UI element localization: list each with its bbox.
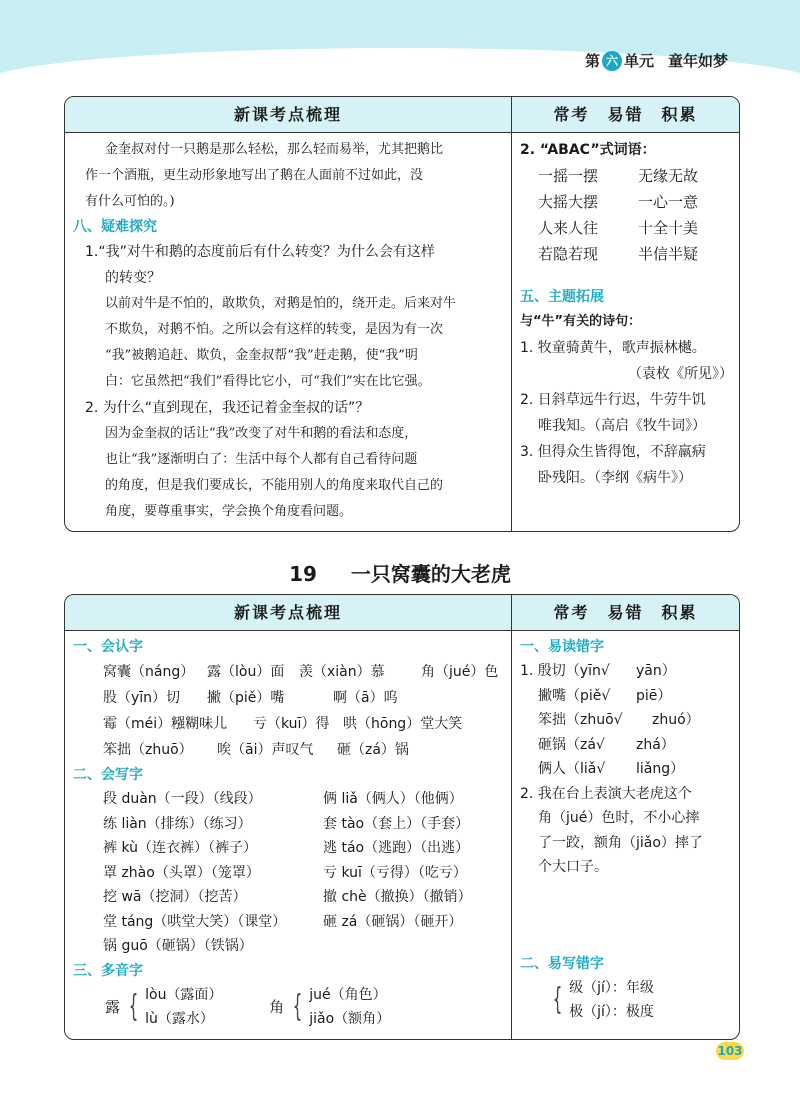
write-row: 锅 guō（砸锅）（铁锅） — [103, 938, 253, 954]
abac-heading: 2. “ABAC”式词语： — [520, 142, 656, 158]
section-heading-8: 八、疑难探究 — [73, 219, 157, 235]
answer-2-line: 角度，要尊重事实，学会换个角度看问题。 — [105, 504, 353, 519]
polyphone-reading: lòu（露面） — [145, 986, 223, 1003]
poem-line: 3. 但得众生皆得饱，不辞羸病 — [520, 444, 706, 460]
unit-number-badge: 六 — [602, 51, 622, 71]
write-row: 段 duàn（一段）（线段） 俩 liǎ（俩人）（他俩） — [103, 791, 463, 807]
polyphone-char: 露 — [105, 997, 121, 1016]
question-1-cont: 的转变？ — [105, 270, 161, 286]
abac-row: 若隐若现 半信半疑 — [538, 245, 699, 263]
misread-row: 笨拙（zhuō√ zhuó） — [538, 712, 700, 728]
section-heading-miswrite: 二、易写错字 — [520, 955, 604, 972]
intro-line: 有什么可怕的。) — [85, 194, 175, 209]
miswrite-item: 极（jí）：极度 — [569, 1003, 654, 1020]
unit-suffix: 单元 — [623, 52, 654, 70]
write-row: 挖 wā（挖洞）（挖苦） 撤 chè（撤换）（撤销） — [103, 889, 472, 905]
polyphone-group: 露 { lòu（露面） lù（露水） 角 { jué（角色） jiǎo（额角） — [73, 983, 505, 1031]
box1-left-title: 新课考点梳理 — [65, 97, 512, 132]
answer-1-line: “我”被鹅追赶、欺负，金奎叔帮“我”赶走鹅，使“我”明 — [105, 348, 418, 363]
question-2: 2. 为什么“直到现在，我还记着金奎叔的话”？ — [85, 400, 370, 416]
write-row: 堂 táng（哄堂大笑）（课堂） 砸 zá（砸锅）（砸开） — [103, 913, 463, 930]
write-row: 罩 zhào（头罩）（笼罩） 亏 kuī（亏得）（吃亏） — [103, 864, 467, 881]
section-heading-5: 五、主题拓展 — [520, 289, 604, 305]
abac-row: 人来人往 十全十美 — [538, 219, 699, 237]
answer-2-line: 的角度，但是我们要成长，不能用别人的角度来取代自己的 — [105, 478, 444, 493]
box2-right-column — [512, 631, 739, 1039]
polyphone-reading: jiǎo（额角） — [309, 1010, 391, 1027]
abac-row: 一摇一摆 无缘无故 — [538, 167, 699, 185]
recognize-row: 霉（méi）糨糊味儿 亏（kuī）得 哄（hōng）堂大笑 — [103, 716, 463, 732]
unit-theme: 童年如梦 — [667, 52, 728, 70]
review-box-1 — [64, 96, 740, 532]
section-heading-recognize: 一、会认字 — [73, 639, 143, 655]
answer-1-line: 不欺负，对鹅不怕。之所以会有这样的转变，是因为有一次 — [105, 322, 444, 337]
box1-right-title: 常考 易错 积累 — [553, 105, 698, 124]
poem-source: 卧残阳。（李纲《病牛》） — [538, 470, 692, 486]
unit-label — [585, 50, 728, 71]
lesson-title-text: 一只窝囊的大老虎 — [350, 562, 511, 586]
write-row: 练 liàn（排练）（练习） 套 tào（套上）（手套） — [103, 815, 470, 832]
misread-sentence: 2. 我在台上表演大老虎这个 — [520, 785, 692, 802]
answer-2-line: 也让“我”逐渐明白了：生活中每个人都有自己看待问题 — [105, 452, 418, 467]
box2-right-title: 常考 易错 积累 — [553, 603, 698, 622]
answer-1-line: 以前对牛是不怕的，敢欺负，对鹅是怕的，绕开走。后来对牛 — [105, 296, 457, 311]
misread-sentence: 了一跤，额角（jiǎo）摔了 — [538, 834, 703, 851]
misread-row: 撇嘴（piě√ piē） — [538, 687, 672, 704]
box1-left-column — [65, 133, 512, 531]
section-heading-write: 二、会写字 — [73, 767, 143, 783]
recognize-row: 股（yīn）切 撇（piě）嘴 啊（ā）呜 — [103, 690, 398, 706]
abac-row: 大摇大摆 一心一意 — [538, 193, 699, 211]
answer-2-line: 因为金奎叔的话让“我”改变了对牛和鹅的看法和态度， — [105, 426, 418, 441]
box1-right-column — [512, 133, 739, 531]
lesson-number: 19 — [289, 562, 317, 586]
poem-subheading: 与“牛”有关的诗句： — [520, 314, 642, 329]
recognize-row: 笨拙（zhuō） 唉（āi）声叹气 砸（zá）锅 — [103, 742, 409, 758]
question-1: 1.“我”对牛和鹅的态度前后有什么转变？为什么会有这样 — [85, 244, 435, 260]
polyphone-reading: lù（露水） — [145, 1010, 214, 1027]
page-number: 103 — [717, 1044, 743, 1058]
lesson-title — [0, 558, 800, 587]
misread-row: 俩人（liǎ√ liǎng） — [538, 761, 685, 777]
poem-line: 1. 牧童骑黄牛，歌声振林樾。 — [520, 340, 706, 356]
answer-1-line: 白：它虽然把“我们”看得比它小，可“我们”实在比它强。 — [105, 374, 431, 389]
intro-line: 金奎叔对付一只鹅是那么轻松，那么轻而易举，尤其把鹅比 — [105, 142, 444, 157]
misread-sentence: 个大口子。 — [538, 859, 608, 875]
unit-prefix: 第 — [584, 52, 600, 70]
box2-left-title: 新课考点梳理 — [65, 595, 512, 630]
write-row: 裤 kù（连衣裤）（裤子） 逃 táo（逃跑）（出逃） — [103, 840, 470, 856]
review-box-2 — [64, 594, 740, 1040]
poem-line: 2. 日斜草远牛行迟，牛劳牛饥 — [520, 392, 706, 408]
misread-sentence: 角（jué）色时，不小心摔 — [538, 810, 700, 826]
miswrite-group: { 级（jí）：年级 极（jí）：极度 — [520, 976, 733, 1024]
recognize-row: 窝囊（náng） 露（lòu）面 羡（xiàn）慕 角（jué）色 — [103, 664, 499, 680]
polyphone-char: 角 — [269, 997, 285, 1016]
miswrite-item: 级（jí）：年级 — [569, 979, 654, 996]
box2-left-column — [65, 631, 512, 1039]
section-heading-polyphone: 三、多音字 — [73, 962, 143, 979]
poem-source: （袁枚《所见》） — [628, 366, 733, 382]
misread-row: 1. 殷切（yīn√ yān） — [520, 663, 676, 679]
misread-row: 砸锅（zá√ zhá） — [538, 736, 675, 753]
intro-line: 作一个酒瓶，更生动形象地写出了鹅在人面前不过如此，没 — [85, 168, 424, 183]
polyphone-reading: jué（角色） — [309, 986, 387, 1003]
poem-source: 唯我知。（高启《牧牛词》） — [538, 418, 706, 434]
section-heading-misread: 一、易读错字 — [520, 639, 604, 655]
